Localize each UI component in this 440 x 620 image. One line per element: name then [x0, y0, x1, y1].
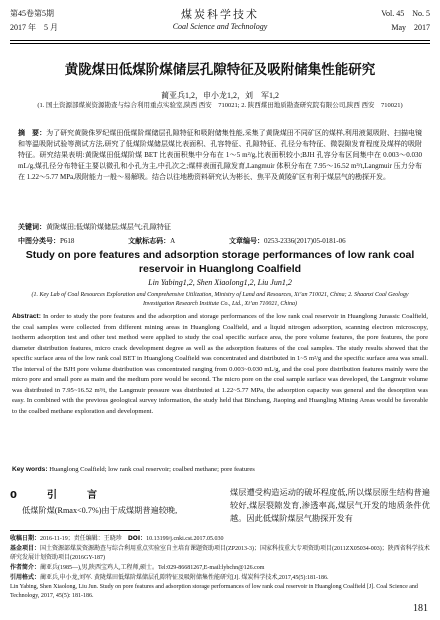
date-cn: 2017 年 5 月 [10, 23, 58, 32]
section-heading: 0 引 言 [10, 490, 107, 501]
affiliation-cn: (1. 国土资源部煤炭资源勘查与综合利用重点实验室,陕西 西安 710021; 2. 陕西煤田地质勘查研究院有限公司,陕西 西安 710021) [37, 102, 403, 109]
authors-cn: 蔺亚兵1,2，申小龙1,2，刘 军1,2 [161, 91, 279, 100]
paper-title-en: Study on pore features and adsorption storage performances of low rank coal reservoir in Huanglong Coalfield [25, 249, 415, 275]
volume-cn: 第45卷第5期 [10, 9, 54, 18]
abstract-en [12, 312, 428, 417]
paper-title-cn: 黄陇煤田低煤阶煤储层孔隙特征及吸附储集性能研究 [64, 62, 376, 78]
article-id: 文章编号：0253-2336(2017)05-0181-06 [228, 237, 346, 245]
affiliation-en: (1. Key Lab of Coal Resources Exploration and Comprehensive Utilization, Ministry of Land and Resources, Xi’an 710021, China; 2. Shaanxi Coal Geology Investigation Research Institute Co., Ltd., Xi’an 710021, China) [31, 292, 409, 307]
citation-line: 引用格式：蔺亚兵,申小龙,刘军. 黄陇煤田低煤阶煤储层孔隙特征及吸附储集性能研究[J]. 煤炭科学技术,2017,45(5):181-186. [10, 574, 329, 581]
date-en: May 2017 [391, 23, 430, 32]
footnote-block [10, 534, 430, 601]
document-code: 文献标志码：A [128, 237, 176, 245]
body-right-column: 煤层遭受构造运动的破坏程度低,所以煤层原生结构普遍较好,煤层裂隙发育,渗透率高,煤层气开发的地质条件优越。因此低煤阶煤层气勘探开发有 [230, 488, 430, 523]
abstract-en-label: Abstract: [12, 313, 41, 320]
received-line: 收稿日期：2016-11-19；责任编辑：王晓珍 DOI：10.13199/j.cnki.cst.2017.05.030 [10, 535, 224, 542]
keywords-en [12, 466, 428, 473]
citation-en-line: Lin Yabing, Shen Xiaolong, Liu Jun. Study on pore features and adsorption storage performances of low rank coal reservoir in Huanglong Coalfield [J]. Coal Science and Technology, 2017, 45(5): 181-186. [10, 584, 418, 599]
body-left-column: 低煤阶煤(Rmax<0.7%)由于成煤期普遍较晚, [22, 506, 178, 515]
abstract-en-text: In order to study the pore features and the adsorption and storage performances of the low rank coal reservoir in Huanglong Jurassic Coalfield, the coal samples were collected from different mining areas in Huanglong Coalfield, and a liquid nitrogen adsorption, scanning electron microscopy, isotherm adsorption test and other test method were applied to study the coal specific surface area, the pore volume features, the pore features, the pore diameter distribution features, micro crack development degree as well as the adsorption features of the coal samples. The study results showed that the specific surface area of the low rank coal BET in Huanglong Coalfield was concentrated and distributed in 1~5 m²/g and the specific surface area was small. The interval of the BJH pore volume distribution was concentrated ranging from 0.003~0.030 mL/g, and the coal pore distribution features mainly were the micro pore and small pore as main and the medium pore would be second. The micro pore on the coal sample surface was developed, the Langmuir volume was distributed in 7.95~16.52 m³/t, the Langmuir pressure was distributed at 1.22~5.77 MPa, the adsorption capacity was general and the desorption was easy. In combined with the previous geological survey information, the study held that Binchang, Jiaoping and Huangling Mining Areas would be favorable to the coalbed methane exploration and development. [12, 313, 428, 415]
footnote-rule [10, 530, 140, 531]
running-header [10, 6, 430, 40]
authors-en: Lin Yabing1,2, Shen Xiaolong1,2, Liu Jun1,2 [148, 278, 292, 287]
clc-number: 中图分类号：P618 [18, 237, 75, 245]
page-number: 181 [413, 603, 428, 614]
journal-name-en: Coal Science and Technology [172, 22, 268, 31]
volume-en: Vol. 45 No. 5 [381, 9, 430, 18]
classification-row [18, 236, 422, 246]
keywords-cn-label: 关键词： [18, 223, 46, 231]
fund-line: 基金项目：国土资源部煤炭资源勘查与综合利用重点实验室自主培育课题资助项目(ZP2013-3)；国家科技重大专项资助项目(2011ZX05034-003)；陕西省科学技术研究发展计划资助项目(2016GY-187) [10, 545, 430, 561]
keywords-cn [18, 222, 422, 232]
abstract-cn-label: 摘 要： [18, 129, 47, 137]
abstract-cn-text: 为了研究黄陇侏罗纪煤田低煤阶煤储层孔隙特征和吸附储集性能,采集了黄陇煤田不同矿区的煤样,利用液氮吸附、扫描电镜和等温吸附试验等测试方法,研究了低煤阶煤储层煤比表面积、孔容特征、孔隙特征、孔径分布特征、微裂隙发育程度及煤样的吸附特征。研究结果表明:黄陇煤田低煤阶煤 BET 比表面积集中分布在 1～5 m²/g,比表面积较小;BJH 孔容分布区间集中在 0.003～0.030 mL/g,煤孔径分布特征主要以微孔和小孔为主,中孔次之;煤样表面孔隙发育,Langmuir 体积分布在 7.95～16.52 m³/t,Langmuir 压力分布在 1.22～5.77 MPa,吸附能力一般～易解吸。结合以往地勘资料研究认为彬长、焦平及黄陵矿区有利于煤层气的勘探开发。 [18, 129, 423, 181]
keywords-cn-text: 黄陇煤田;低煤阶煤储层;煤层气;孔隙特征 [46, 223, 171, 231]
author-bio-line: 作者简介：蔺亚兵(1985—),男,陕西宝鸡人,工程师,硕士。Tel:029-86681267,E-mail:lybchn@126.com [10, 564, 265, 571]
header-rule [10, 40, 430, 44]
keywords-en-label: Key words: [12, 466, 48, 473]
abstract-cn [18, 128, 422, 183]
journal-name-cn: 煤炭科学技术 [181, 9, 259, 21]
keywords-en-text: Huanglong Coalfield; low rank coal reservoir; coalbed methane; pore features [49, 466, 255, 473]
